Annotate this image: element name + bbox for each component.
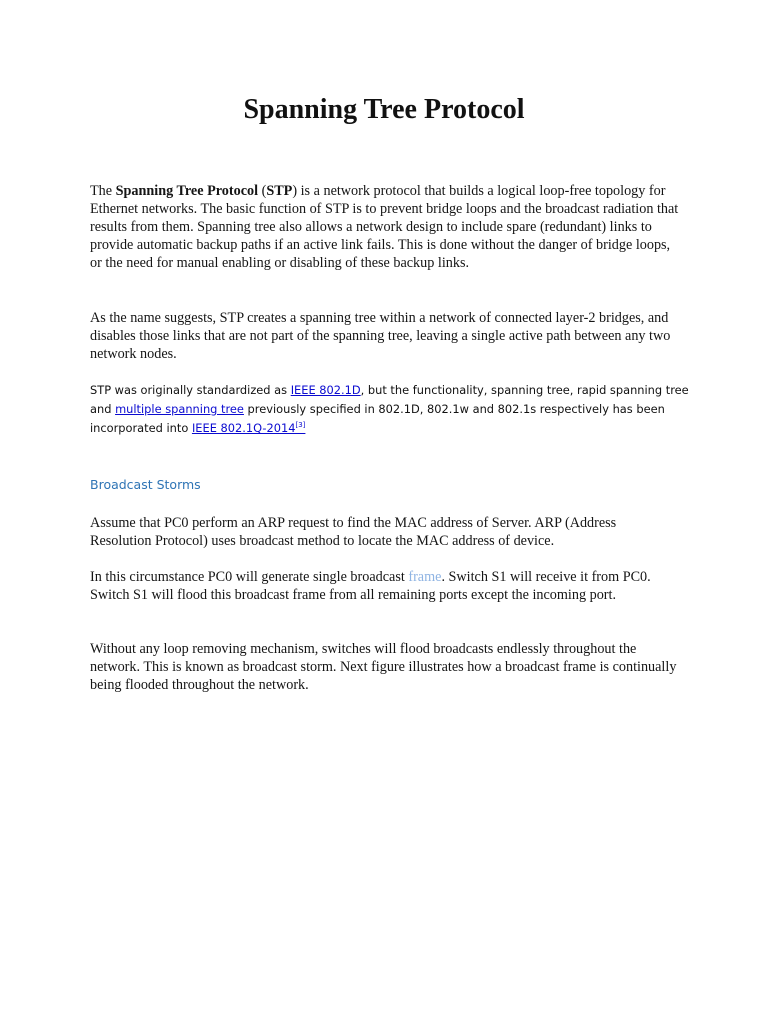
paragraph-standardization [90,381,690,438]
citation-superscript: [3] [295,421,306,430]
ieee-8021q-2014-label: IEEE 802.1Q-2014 [191,421,296,435]
standard-text-3: previously specified in 802.1D, 802.1w and 802.1s respectively has been incorporated into [90,402,665,435]
ieee-8021d-link[interactable]: IEEE 802.1D [290,383,361,397]
intro-bold-term: Spanning Tree Protocol [115,183,259,199]
paragraph-broadcast-storm: Without any loop removing mechanism, switches will flood broadcasts endlessly throughout the network. This is known as broadcast storm. Next figure illustrates how a broadcast frame is continually being flooded throughout the network. [90,641,677,693]
intro-text-1: The [90,183,116,199]
multiple-spanning-tree-link[interactable]: multiple spanning tree [115,402,244,416]
intro-text-2: ( [258,183,267,199]
page-title: Spanning Tree Protocol [243,94,525,125]
paragraph-name-suggests: As the name suggests, STP creates a spanning tree within a network of connected layer-2 bridges, and disables those links that are not part of the spanning tree, leaving a single active path between any two network nodes. [90,310,671,362]
intro-paragraph [90,182,680,272]
paragraph-broadcast-frame [90,568,680,604]
paragraph-arp-request: Assume that PC0 perform an ARP request to find the MAC address of Server. ARP (Address Resolution Protocol) uses broadcast method to locate the MAC address of device. [90,515,617,549]
ieee-8021q-2014-link[interactable] [192,421,305,435]
frame-link[interactable]: frame [408,569,442,585]
standard-text-2: , but the functionality, spanning tree, rapid spanning tree and [90,383,689,416]
frame-text-2: . Switch S1 will receive it from PC0. Switch S1 will flood this broadcast frame from all remaining ports except the incoming port. [90,569,651,603]
intro-text-3: ) is a network protocol that builds a logical loop-free topology for Ethernet networks. The basic function of STP is to prevent bridge loops and the broadcast radiation that results from them. Spanning tree also allows a network design to include spare (redundant) links to provide automatic backup paths if an active link fails. This is done without the danger of bridge loops, or the need for manual enabling or disabling of these backup links. [90,183,679,271]
intro-bold-abbr: STP [266,183,293,199]
standard-text-1: STP was originally standardized as [90,383,291,397]
section-heading-broadcast-storms: Broadcast Storms [90,477,201,492]
frame-text-1: In this circumstance PC0 will generate single broadcast [90,569,409,585]
